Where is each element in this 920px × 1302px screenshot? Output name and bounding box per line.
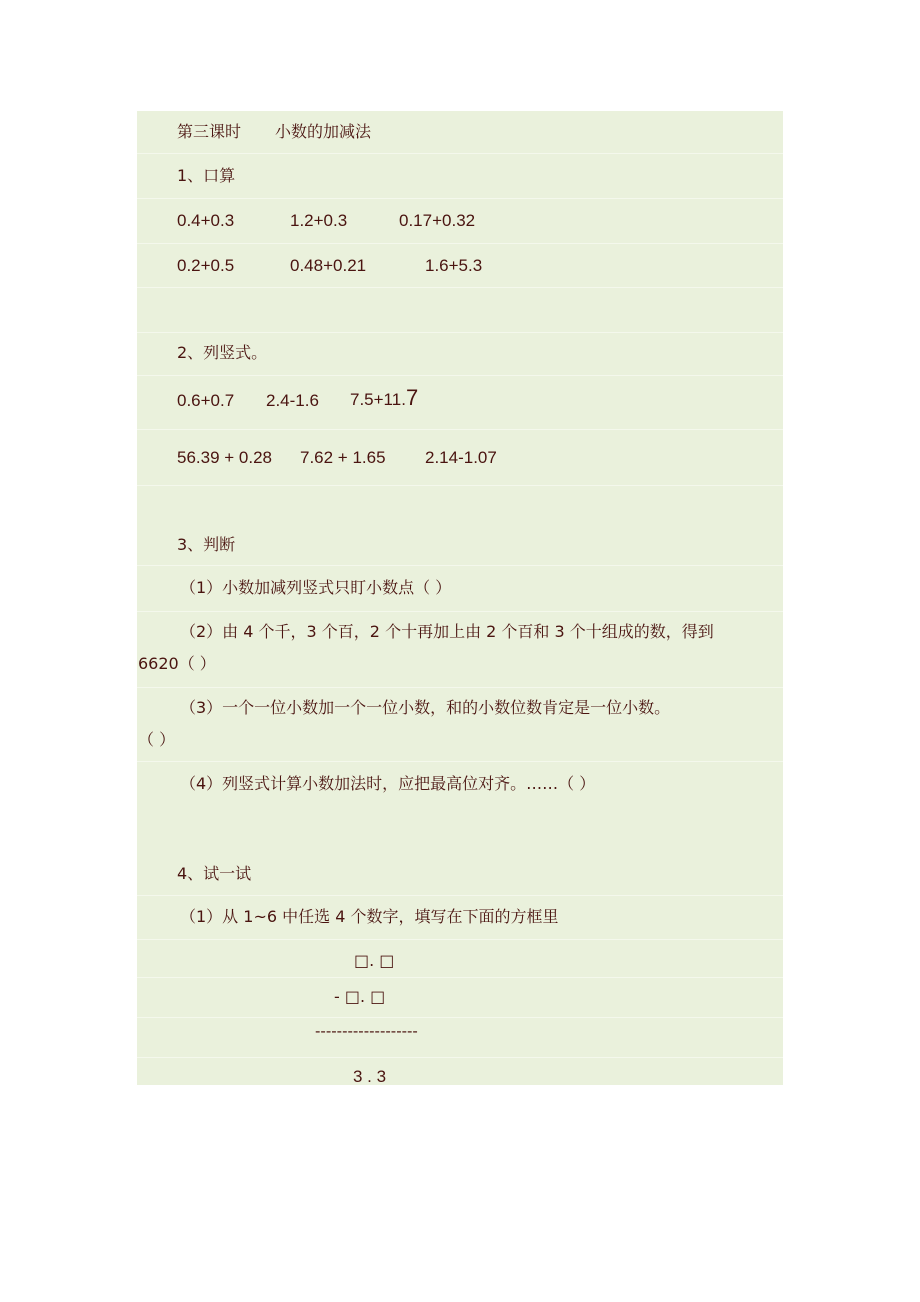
expression: 1.6+5.3 <box>425 256 483 275</box>
expression: 0.6+0.7 <box>177 391 235 410</box>
section-heading-vertical-form: 2、列竖式。 <box>177 343 268 362</box>
expression: 56.39 + 0.28 <box>177 448 273 467</box>
row-rule <box>137 375 783 376</box>
expression: 2.4-1.6 <box>266 391 319 410</box>
vertical-result: 3 . 3 <box>353 1067 387 1086</box>
page-title <box>177 122 371 142</box>
judgement-question-1: （1）小数加减列竖式只盯小数点（ ） <box>180 578 452 597</box>
row-rule <box>137 243 783 244</box>
row-rule <box>137 1017 783 1018</box>
vertical-divider: ------------------- <box>315 1022 418 1040</box>
lesson-topic: 小数的加减法 <box>275 122 372 141</box>
section-heading-try-it: 4、试一试 <box>177 864 252 883</box>
expression <box>350 385 419 410</box>
judgement-question-2-continued: 6620（ ） <box>138 654 216 673</box>
expression: 7.62 + 1.65 <box>300 448 386 467</box>
row-rule <box>137 611 783 612</box>
row-rule <box>137 198 783 199</box>
row-rule <box>137 687 783 688</box>
row-rule <box>137 332 783 333</box>
expression-last-digit: 7 <box>405 385 419 410</box>
row-rule <box>137 761 783 762</box>
expression: 2.14-1.07 <box>425 448 497 467</box>
expression: 0.4+0.3 <box>177 211 235 230</box>
lesson-label: 第三课时 <box>177 122 242 141</box>
judgement-question-3: （3）一个一位小数加一个一位小数，和的小数位数肯定是一位小数。 <box>180 698 671 717</box>
row-rule <box>137 1057 783 1058</box>
section-heading-true-false: 3、判断 <box>177 535 236 554</box>
row-rule <box>137 939 783 940</box>
expression: 1.2+0.3 <box>290 211 348 230</box>
expression: 0.17+0.32 <box>399 211 476 230</box>
row-rule <box>137 153 783 154</box>
expression-main: 7.5+11. <box>350 390 406 409</box>
vertical-bottom-operand: - □. □ <box>334 987 386 1006</box>
judgement-question-3-continued: （ ） <box>138 730 176 749</box>
row-rule <box>137 977 783 978</box>
section-heading-mental-math: 1、口算 <box>177 166 236 185</box>
judgement-question-2: （2）由 4 个千，3 个百，2 个十再加上由 2 个百和 3 个十组成的数，得到 <box>180 622 714 641</box>
row-rule <box>137 429 783 430</box>
try-question-1: （1）从 1~6 中任选 4 个数字，填写在下面的方框里 <box>180 907 559 926</box>
vertical-top-operand: □. □ <box>354 951 395 970</box>
expression: 0.2+0.5 <box>177 256 235 275</box>
row-rule <box>137 895 783 896</box>
judgement-question-4: （4）列竖式计算小数加法时，应把最高位对齐。……（ ） <box>180 774 596 793</box>
row-rule <box>137 565 783 566</box>
row-rule <box>137 287 783 288</box>
expression: 0.48+0.21 <box>290 256 367 275</box>
row-rule <box>137 485 783 486</box>
